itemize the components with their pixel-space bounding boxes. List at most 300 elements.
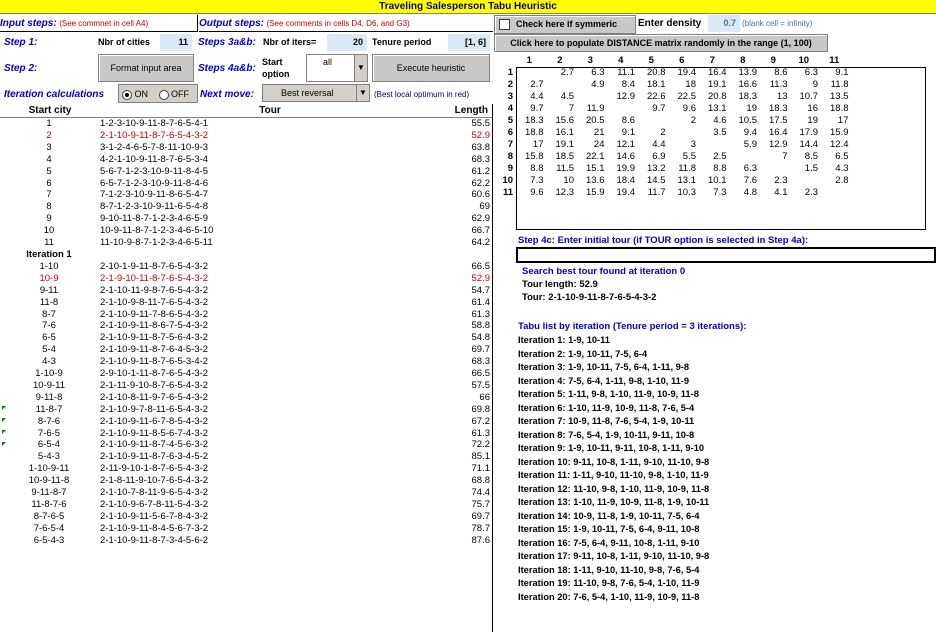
tenure-input[interactable]: [1, 6] (448, 34, 490, 51)
matrix-cell[interactable]: 13.5 (830, 91, 849, 102)
tabu-list-item: Iteration 10: 9-11, 10-8, 1-11, 9-10, 11-10, 9-8 (518, 456, 710, 467)
matrix-cell[interactable]: 8.6 (774, 67, 788, 78)
table-row (0, 439, 492, 451)
start-city-cell: 6 (46, 177, 52, 189)
matrix-cell[interactable]: 11.1 (617, 67, 635, 78)
matrix-cell[interactable]: 9.6 (530, 187, 544, 198)
tour-cell: 2-1-10-9-11-8-7-3-4-5-6-2 (100, 534, 209, 546)
matrix-cell[interactable]: 17.9 (799, 127, 818, 138)
output-steps-label: Output steps: (199, 18, 264, 29)
matrix-cell[interactable]: 16.4 (708, 67, 727, 78)
format-input-area-button[interactable]: Format input area (98, 54, 194, 82)
length-cell: 72.2 (471, 439, 490, 451)
matrix-cell[interactable]: 11.3 (769, 79, 788, 90)
tour-cell: 7-1-2-3-10-9-11-8-6-5-4-7 (100, 189, 209, 201)
next-move-label: Next move: (200, 89, 254, 100)
table-row (0, 499, 492, 511)
matrix-cell[interactable]: 8.4 (621, 79, 635, 90)
matrix-cell[interactable]: 7.3 (713, 187, 727, 198)
matrix-cell[interactable]: 4.4 (652, 139, 666, 150)
matrix-cell[interactable]: 11.7 (647, 187, 666, 198)
tour-cell: 2-1-10-8-11-9-7-6-5-4-3-2 (100, 391, 209, 403)
matrix-row-header: 9 (507, 163, 513, 174)
matrix-col-header: 5 (648, 55, 654, 66)
matrix-cell[interactable]: 14.6 (616, 151, 635, 162)
matrix-cell[interactable]: 2.5 (713, 151, 727, 162)
matrix-col-header: 1 (526, 55, 532, 66)
matrix-row (493, 67, 851, 79)
tour-cell: 2-1-10-9-11-8-5-6-7-4-3-2 (100, 427, 209, 439)
length-cell: 85.1 (471, 451, 490, 463)
matrix-row (493, 151, 851, 163)
table-row (0, 392, 492, 404)
radio-on-label: ON (134, 89, 149, 99)
length-cell: 61.3 (471, 308, 490, 320)
matrix-cell[interactable]: 11.8 (678, 163, 696, 174)
matrix-cell[interactable]: 1.5 (804, 163, 818, 174)
matrix-cell[interactable]: 2.8 (835, 175, 849, 186)
start-city-cell: 7-6-5-4 (33, 522, 65, 534)
start-city-cell: 5-4 (42, 344, 56, 356)
tabu-list-item: Iteration 1: 1-9, 10-11 (518, 335, 610, 345)
tour-cell: 2-1-10-9-11-5-6-7-8-4-3-2 (100, 510, 209, 522)
matrix-row-header: 8 (507, 151, 513, 162)
length-cell: 74.4 (471, 487, 490, 499)
matrix-cell[interactable]: 4.3 (835, 163, 849, 174)
table-row (0, 404, 492, 416)
matrix-cell[interactable]: 3 (690, 139, 696, 150)
input-steps-header (0, 15, 198, 32)
matrix-cell[interactable]: 9.4 (743, 127, 757, 138)
start-city-cell: 9-11-8 (35, 391, 63, 403)
matrix-cell[interactable]: 12.9 (769, 139, 788, 150)
matrix-cell[interactable]: 17 (837, 115, 849, 126)
tabu-list-item: Iteration 2: 1-9, 10-11, 7-5, 6-4 (518, 348, 648, 359)
length-cell: 66.5 (471, 260, 490, 272)
checkbox-icon[interactable] (499, 19, 510, 30)
start-city-cell: 10 (43, 225, 55, 237)
radio-on[interactable] (122, 90, 132, 100)
table-row (0, 535, 492, 547)
length-cell: 66.5 (471, 368, 490, 380)
matrix-cell[interactable]: 5.9 (743, 139, 757, 150)
matrix-cell[interactable]: 2.7 (530, 79, 544, 90)
matrix-cell[interactable]: 13.1 (677, 175, 696, 186)
tour-cell: 8-7-1-2-3-10-9-11-6-5-4-8 (100, 201, 209, 213)
matrix-cell[interactable]: 4.1 (774, 187, 788, 198)
tour-cell: 2-1-10-9-11-6-7-8-5-4-3-2 (100, 415, 209, 427)
tour-cell: 1-2-3-10-9-11-8-7-6-5-4-1 (100, 118, 209, 129)
matrix-row (493, 91, 851, 103)
tour-cell: 2-1-11-9-10-8-7-6-5-4-3-2 (100, 379, 209, 391)
matrix-cell[interactable]: 9.1 (835, 67, 849, 78)
matrix-cell[interactable]: 6.5 (835, 151, 849, 162)
start-city-cell: 1-10-9-11 (28, 463, 70, 475)
tour-cell: 2-9-10-1-11-8-7-6-5-4-3-2 (100, 368, 209, 380)
col-length: Length (454, 105, 488, 116)
initial-tour-input[interactable] (516, 247, 936, 263)
matrix-cell[interactable]: 15.9 (586, 187, 605, 198)
best-tour-heading: Search best tour found at iteration 0 (522, 266, 686, 277)
chevron-down-icon[interactable]: ▼ (356, 85, 369, 101)
matrix-cell[interactable]: 20.8 (647, 67, 666, 78)
tabu-list-item: Iteration 9: 1-9, 10-11, 9-11, 10-8, 1-11, 9-10 (518, 443, 705, 453)
tabu-list-item: Iteration 12: 11-10, 9-8, 1-10, 11-9, 10-9, 11-8 (518, 483, 710, 494)
matrix-cell[interactable]: 14.4 (799, 139, 818, 150)
output-steps-header (199, 15, 493, 32)
tour-cell: 10-9-11-8-7-1-2-3-4-6-5-10 (100, 225, 214, 237)
matrix-cell[interactable]: 22.5 (677, 91, 696, 102)
length-cell: 58.8 (471, 320, 490, 332)
matrix-row-header: 10 (502, 175, 513, 186)
matrix-cell[interactable]: 13.9 (738, 67, 757, 78)
length-cell: 78.7 (471, 522, 490, 534)
matrix-col-header: 10 (798, 55, 810, 66)
length-cell: 64.2 (471, 237, 490, 249)
radio-off[interactable] (159, 90, 169, 100)
matrix-cell[interactable]: 16 (807, 103, 818, 114)
matrix-cell[interactable]: 20.5 (586, 115, 605, 126)
matrix-cell[interactable]: 4.5 (560, 91, 574, 102)
tour-cell: 4-2-1-10-9-11-8-7-6-5-3-4 (100, 153, 209, 165)
matrix-row (493, 115, 851, 127)
matrix-cell[interactable]: 7.3 (530, 175, 544, 186)
populate-distance-button[interactable]: Click here to populate DISTANCE matrix randomly in the range (1, 100) (494, 34, 828, 52)
matrix-cell[interactable]: 21 (593, 127, 605, 138)
matrix-cell[interactable]: 11.9 (586, 103, 605, 114)
table-row (0, 297, 492, 309)
matrix-col-header: 6 (679, 55, 685, 66)
matrix-cell[interactable]: 12.1 (616, 139, 635, 150)
next-move-select[interactable] (262, 84, 370, 102)
start-city-cell: 10-9-11-8 (28, 475, 70, 487)
matrix-cell[interactable] (790, 175, 821, 187)
matrix-cell[interactable]: 16.1 (555, 127, 574, 138)
density-label: Enter density (638, 18, 702, 29)
matrix-row (493, 175, 851, 187)
matrix-col-header: 7 (709, 55, 715, 66)
matrix-cell[interactable]: 12.3 (555, 187, 574, 198)
matrix-cell[interactable]: 18.1 (647, 79, 666, 90)
density-note: (blank cell = infinity) (742, 19, 813, 28)
matrix-row (493, 163, 851, 175)
matrix-cell[interactable]: 10.1 (708, 175, 727, 186)
table-row (0, 142, 492, 154)
matrix-cell[interactable]: 15.1 (586, 163, 605, 174)
start-city-cell: 6-5-4 (37, 439, 61, 451)
matrix-cell[interactable]: 4.6 (713, 115, 727, 126)
matrix-cell[interactable]: 19 (746, 103, 757, 114)
matrix-cell[interactable]: 6.3 (804, 67, 818, 78)
matrix-cell[interactable]: 2.7 (560, 67, 574, 78)
matrix-cell[interactable]: 15.6 (555, 115, 574, 126)
start-city-cell: 7 (46, 189, 52, 201)
matrix-cell[interactable] (820, 187, 851, 199)
length-cell: 61.3 (471, 427, 490, 439)
matrix-row (493, 79, 851, 91)
tabu-list-item: Iteration 4: 7-5, 6-4, 1-11, 9-8, 1-10, 11-9 (518, 375, 690, 386)
tour-cell: 2-1-10-9-11-8-7-5-6-4-3-2 (100, 332, 209, 344)
start-city-cell: 1-10 (39, 260, 59, 272)
tabu-list-item: Iteration 20: 7-6, 5-4, 1-10, 11-9, 10-9, 11-8 (518, 591, 700, 602)
matrix-cell[interactable]: 9.1 (621, 127, 635, 138)
matrix-cell[interactable]: 10 (563, 175, 574, 186)
matrix-cell[interactable]: 2.3 (804, 187, 818, 198)
tabu-list-item: Iteration 6: 1-10, 11-9, 10-9, 11-8, 7-6, 5-4 (518, 402, 695, 413)
matrix-cell[interactable]: 9.6 (682, 103, 696, 114)
matrix-cell[interactable]: 5.5 (682, 151, 696, 162)
tabu-list-item: Iteration 15: 1-9, 10-11, 7-5, 6-4, 9-11, 10-8 (518, 524, 700, 534)
tour-cell: 2-11-9-10-1-8-7-6-5-4-3-2 (100, 463, 209, 475)
tabu-list (518, 334, 928, 614)
step4-label: Steps 4a&b: (198, 63, 256, 74)
matrix-cell[interactable]: 2.3 (774, 175, 788, 186)
length-cell: 71.1 (471, 463, 490, 475)
length-cell: 75.7 (471, 499, 490, 510)
tour-cell: 2-1-10-9-11-8-6-7-5-4-3-2 (100, 320, 209, 332)
table-row (0, 332, 492, 344)
matrix-cell[interactable]: 13.1 (708, 103, 727, 114)
comment-marker (2, 406, 6, 410)
iteration-calculations-label: Iteration calculations (4, 89, 105, 100)
matrix-cell[interactable]: 19.9 (616, 163, 635, 174)
input-steps-note: (See commnet in cell A4) (59, 19, 149, 28)
matrix-cell[interactable]: 4.9 (591, 79, 605, 90)
matrix-cell[interactable]: 3.5 (713, 127, 727, 138)
matrix-cell[interactable]: 19.4 (677, 67, 696, 78)
matrix-cell[interactable]: 18.3 (738, 91, 757, 102)
nbr-iters-input[interactable]: 20 (327, 34, 367, 51)
matrix-cell[interactable]: 13.2 (647, 163, 666, 174)
length-cell: 57.5 (471, 379, 490, 391)
next-move-value: Best reversal (281, 88, 334, 98)
length-cell: 69.7 (471, 344, 490, 356)
matrix-cell[interactable]: 18.8 (830, 103, 849, 114)
execute-heuristic-button[interactable]: Execute heuristic (372, 54, 490, 82)
matrix-cell[interactable]: 22.6 (647, 91, 666, 102)
table-row (0, 178, 492, 190)
best-tour-length: Tour length: 52.9 (522, 279, 598, 290)
iteration-calc-radio-group (118, 84, 198, 103)
matrix-cell[interactable]: 17 (532, 139, 544, 150)
length-cell: 63.8 (471, 141, 490, 153)
tabu-list-heading: Tabu list by iteration (Tenure period = 3 iterations): (518, 321, 747, 332)
matrix-cell[interactable] (515, 67, 546, 79)
matrix-cell[interactable]: 8.5 (804, 151, 818, 162)
matrix-cell[interactable]: 18.5 (555, 151, 574, 162)
length-cell: 61.4 (471, 296, 490, 308)
tour-cell: 2-1-10-9-6-7-8-11-5-4-3-2 (100, 499, 209, 510)
table-row (0, 463, 492, 475)
matrix-cell[interactable]: 11.5 (556, 163, 574, 174)
matrix-cell[interactable] (637, 115, 668, 127)
matrix-cell[interactable]: 6.9 (652, 151, 666, 162)
matrix-cell[interactable]: 2 (690, 115, 696, 126)
length-cell: 54.7 (471, 284, 490, 296)
matrix-cell[interactable] (698, 139, 729, 151)
matrix-cell[interactable]: 4.8 (743, 187, 757, 198)
tour-cell: 2-10-1-9-11-8-7-6-5-4-3-2 (100, 260, 209, 272)
length-cell: 68.3 (471, 153, 490, 165)
tour-cell: 5-6-7-1-2-3-10-9-11-8-4-5 (100, 165, 209, 177)
matrix-cell[interactable]: 18 (685, 79, 696, 90)
matrix-cell[interactable]: 19.1 (708, 79, 727, 90)
length-cell (440, 249, 492, 261)
matrix-cell[interactable] (729, 151, 760, 163)
matrix-col-header: 4 (618, 55, 624, 66)
matrix-cell[interactable]: 9.7 (530, 103, 544, 114)
matrix-cell[interactable]: 10.3 (677, 187, 696, 198)
tabu-list-item: Iteration 16: 7-5, 6-4, 9-11, 10-8, 1-11, 9-10 (518, 537, 700, 548)
tour-table (0, 118, 492, 547)
radio-off-label: OFF (171, 89, 190, 99)
length-cell: 61.2 (471, 165, 490, 177)
table-row (0, 368, 492, 380)
start-city-cell: 8-7-6 (37, 415, 61, 427)
matrix-cell[interactable]: 19.4 (616, 187, 635, 198)
tabu-list-item: Iteration 19: 11-10, 9-8, 7-6, 5-4, 1-10, 11-9 (518, 578, 700, 588)
matrix-cell[interactable]: 10.5 (738, 115, 757, 126)
step1-label: Step 1: (4, 37, 38, 48)
matrix-cell[interactable]: 7.6 (743, 175, 757, 186)
matrix-cell[interactable]: 9 (812, 79, 818, 90)
matrix-col-header: 11 (829, 55, 840, 66)
start-city-cell: 1-10-9 (35, 368, 63, 380)
length-cell: 68.8 (471, 475, 490, 487)
matrix-row (493, 139, 851, 151)
matrix-cell[interactable]: 24 (593, 139, 605, 150)
table-row (0, 344, 492, 356)
matrix-cell[interactable] (759, 163, 790, 175)
matrix-cell[interactable]: 16.4 (769, 127, 788, 138)
start-city-cell: 5 (46, 165, 52, 177)
tabu-list-item: Iteration 8: 7-6, 5-4, 1-9, 10-11, 9-11, 10-8 (518, 429, 695, 440)
matrix-cell[interactable]: 6.3 (591, 67, 605, 78)
matrix-cell[interactable]: 14.5 (647, 175, 666, 186)
table-row (0, 130, 492, 142)
tour-cell: 2-1-10-9-7-8-11-6-5-4-3-2 (100, 403, 209, 415)
table-row (0, 213, 492, 225)
length-cell: 69 (479, 201, 490, 213)
matrix-cell[interactable]: 8.8 (530, 163, 544, 174)
matrix-cell[interactable]: 9.7 (652, 103, 666, 114)
tour-cell: 2-1-10-9-11-8-4-5-6-7-3-2 (100, 522, 209, 534)
comment-marker (2, 442, 6, 446)
matrix-cell[interactable]: 8.8 (713, 163, 727, 174)
start-city-cell: 9-11 (39, 284, 59, 296)
matrix-cell[interactable]: 19.1 (555, 139, 574, 150)
table-row (0, 249, 492, 261)
matrix-cell[interactable]: 17.5 (769, 115, 788, 126)
table-row (0, 523, 492, 535)
length-cell: 67.2 (471, 415, 490, 427)
nbr-iters-label: Nbr of iters= (263, 37, 317, 47)
chevron-down-icon[interactable]: ▼ (354, 55, 367, 81)
table-row (0, 118, 492, 130)
table-row (0, 237, 492, 249)
tour-cell (98, 249, 440, 261)
matrix-cell[interactable]: 12.9 (616, 91, 635, 102)
matrix-cell[interactable]: 13.6 (586, 175, 605, 186)
table-row (0, 356, 492, 368)
start-city-cell: 11 (44, 237, 54, 249)
matrix-cell[interactable] (668, 127, 699, 139)
matrix-cell[interactable]: 7 (782, 151, 788, 162)
sheet-title: Traveling Salesperson Tabu Heuristic (0, 0, 936, 14)
tour-cell: 6-5-7-1-2-3-10-9-11-8-4-6 (100, 177, 209, 189)
table-row (0, 166, 492, 178)
nbr-cities-label: Nbr of cities (98, 37, 151, 47)
matrix-col-header: 2 (557, 55, 563, 66)
matrix-cell[interactable] (546, 79, 577, 91)
table-row (0, 487, 492, 499)
start-option-select[interactable] (306, 54, 368, 82)
start-city-cell: 11-8-7 (35, 403, 63, 415)
matrix-row (493, 103, 851, 115)
matrix-cell[interactable]: 15.9 (830, 127, 849, 138)
best-tour-path: Tour: 2-1-10-9-11-8-7-6-5-4-3-2 (522, 292, 657, 303)
matrix-cell[interactable]: 13 (776, 91, 788, 102)
col-tour: Tour (259, 105, 281, 116)
tour-cell: 2-1-8-11-9-10-7-6-5-4-3-2 (100, 475, 209, 487)
density-input[interactable]: 0.7 (708, 15, 740, 32)
matrix-cell[interactable]: 6.3 (743, 163, 757, 174)
matrix-cell[interactable]: 18.3 (525, 115, 544, 126)
start-city-cell: 10-9-11 (32, 379, 66, 391)
input-steps-label: Input steps: (0, 18, 57, 29)
start-city-cell: 1 (46, 118, 52, 129)
matrix-cell[interactable]: 2 (660, 127, 666, 138)
matrix-cell[interactable]: 15.8 (525, 151, 544, 162)
tour-cell: 2-1-10-7-8-11-9-6-5-4-3-2 (100, 487, 209, 499)
matrix-cell[interactable]: 18.3 (769, 103, 788, 114)
tabu-list-item: Iteration 17: 9-11, 10-8, 1-11, 9-10, 11-10, 9-8 (518, 551, 710, 561)
start-city-cell: 5-4-3 (37, 451, 61, 463)
matrix-col-header: 3 (587, 55, 593, 66)
tour-cell: 2-1-10-11-9-8-7-6-5-4-3-2 (100, 284, 209, 296)
length-cell: 69.8 (471, 403, 490, 415)
matrix-cell[interactable]: 16.6 (738, 79, 757, 90)
length-cell: 69.7 (471, 510, 490, 522)
matrix-cell[interactable]: 7 (568, 103, 574, 114)
matrix-cell[interactable]: 22.1 (586, 151, 605, 162)
distance-matrix (493, 55, 851, 199)
matrix-cell[interactable] (576, 91, 607, 103)
nbr-cities-input[interactable]: 11 (160, 34, 192, 51)
comment-marker (2, 418, 6, 422)
tour-cell: 2-1-10-9-11-8-7-6-5-4-3-2 (100, 129, 209, 141)
matrix-row-header: 2 (507, 79, 513, 90)
matrix-cell[interactable]: 18.4 (616, 175, 635, 186)
matrix-cell[interactable]: 10.7 (799, 91, 818, 102)
matrix-cell[interactable] (607, 103, 638, 115)
matrix-cell[interactable]: 11.8 (830, 79, 849, 90)
tour-cell: 2-1-10-9-11-8-7-6-3-4-5-2 (100, 451, 209, 463)
matrix-cell[interactable]: 20.8 (708, 91, 727, 102)
matrix-cell[interactable]: 4.4 (530, 91, 544, 102)
matrix-cell[interactable]: 8.6 (621, 115, 635, 126)
start-city-cell: 11-8-7-6 (31, 499, 67, 510)
length-cell: 62.9 (471, 213, 490, 225)
table-row (0, 511, 492, 523)
length-cell: 66.7 (471, 225, 490, 237)
matrix-cell[interactable]: 19 (807, 115, 818, 126)
matrix-cell[interactable]: 18.8 (525, 127, 544, 138)
symmetric-checkbox[interactable] (494, 15, 636, 34)
tour-cell: 11-10-9-8-7-1-2-3-4-6-5-11 (100, 237, 213, 249)
table-row (0, 416, 492, 428)
matrix-cell[interactable]: 12.4 (830, 139, 849, 150)
